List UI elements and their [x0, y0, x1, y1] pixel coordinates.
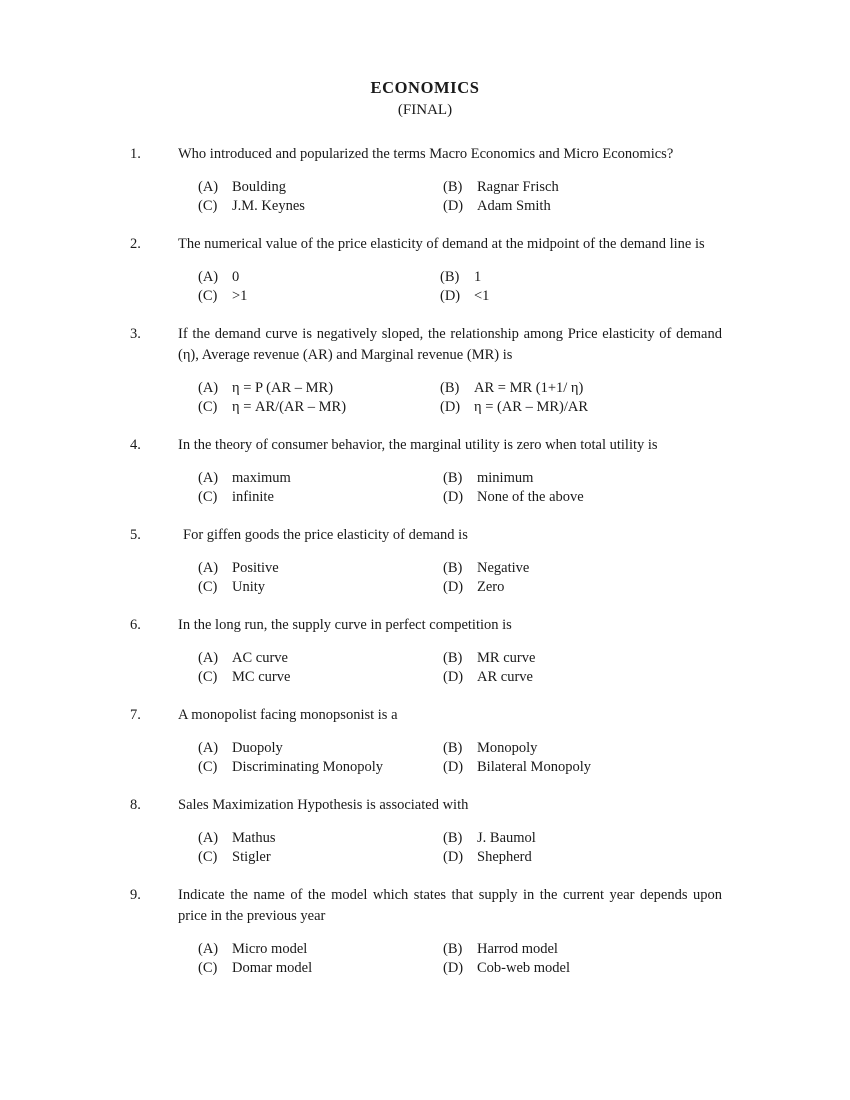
option-choice[interactable] [443, 178, 559, 197]
option-choice[interactable] [443, 578, 504, 597]
option-text: η = (AR – MR)/AR [474, 399, 589, 415]
option-text: Negative [477, 560, 530, 576]
option-text: Shepherd [477, 849, 532, 865]
option-label: (B) [443, 830, 463, 846]
option-choice[interactable] [198, 379, 440, 398]
question-list [0, 144, 850, 978]
option-choice[interactable] [198, 940, 443, 959]
page-subtitle: (FINAL) [397, 102, 453, 118]
option-choice[interactable] [198, 649, 443, 668]
question-number: 7. [130, 707, 141, 723]
option-choice[interactable] [198, 287, 440, 306]
option-text: Adam Smith [477, 198, 551, 214]
option-text: η = AR/(AR – MR) [232, 399, 347, 415]
option-text: infinite [232, 489, 274, 505]
question-text: Indicate the name of the model which states that supply in the current year depends upon price in the previous year [178, 887, 722, 924]
option-choice[interactable] [443, 197, 551, 216]
option-label: (A) [198, 740, 219, 756]
option-label: (D) [443, 669, 464, 685]
question-item [0, 525, 850, 546]
option-row [198, 668, 850, 687]
option-label: (B) [440, 380, 460, 396]
option-text: None of the above [477, 489, 584, 505]
question-item [0, 885, 850, 927]
option-label: (D) [443, 759, 464, 775]
option-text: maximum [232, 470, 291, 486]
option-choice[interactable] [443, 829, 536, 848]
option-label: (A) [198, 470, 219, 486]
question-number: 4. [130, 437, 141, 453]
option-label: (B) [443, 560, 463, 576]
option-label: (D) [443, 579, 464, 595]
option-text: >1 [232, 288, 248, 304]
option-row [198, 379, 850, 398]
option-text: AR = MR (1+1/ η) [474, 380, 584, 396]
option-label: (A) [198, 830, 219, 846]
option-label: (A) [198, 269, 219, 285]
option-choice[interactable] [198, 178, 443, 197]
option-choice[interactable] [198, 578, 443, 597]
option-text: 1 [474, 269, 482, 285]
option-text: Mathus [232, 830, 276, 846]
option-label: (B) [443, 470, 463, 486]
option-row [198, 739, 850, 758]
option-label: (B) [443, 179, 463, 195]
option-choice[interactable] [198, 559, 443, 578]
option-row [198, 559, 850, 578]
option-choice[interactable] [198, 469, 443, 488]
question-text: If the demand curve is negatively sloped, the relationship among Price elasticity of demand (η), Average revenue (AR) and Marginal revenue (MR) is [178, 326, 722, 363]
option-row [198, 940, 850, 959]
option-choice[interactable] [198, 829, 443, 848]
option-label: (B) [443, 740, 463, 756]
question-number: 9. [130, 887, 141, 903]
question-item [0, 234, 850, 255]
option-group [0, 178, 850, 216]
question-item [0, 144, 850, 165]
option-text: J.M. Keynes [232, 198, 305, 214]
option-group [0, 940, 850, 978]
question-number: 6. [130, 617, 141, 633]
option-group [0, 559, 850, 597]
option-text: Discriminating Monopoly [232, 759, 384, 775]
option-label: (B) [440, 269, 460, 285]
question-text: The numerical value of the price elasticity of demand at the midpoint of the demand line is [178, 236, 705, 252]
option-choice[interactable] [198, 848, 443, 867]
question-item [0, 705, 850, 726]
option-group [0, 649, 850, 687]
question-number: 1. [130, 146, 141, 162]
option-text: J. Baumol [477, 830, 536, 846]
option-text: MR curve [477, 650, 536, 666]
option-label: (C) [198, 399, 218, 415]
option-text: Unity [232, 579, 266, 595]
option-choice[interactable] [198, 398, 440, 417]
option-label: (C) [198, 669, 218, 685]
option-text: MC curve [232, 669, 291, 685]
option-row [198, 268, 850, 287]
option-choice[interactable] [198, 488, 443, 507]
question-text: Who introduced and popularized the terms Macro Economics and Micro Economics? [178, 146, 674, 162]
option-text: Boulding [232, 179, 286, 195]
option-choice[interactable] [198, 268, 440, 287]
option-choice[interactable] [198, 739, 443, 758]
option-text: Micro model [232, 941, 308, 957]
option-row [198, 959, 850, 978]
option-label: (A) [198, 179, 219, 195]
question-item [0, 795, 850, 816]
option-label: (A) [198, 941, 219, 957]
option-row [198, 848, 850, 867]
option-label: (D) [443, 960, 464, 976]
option-row [198, 178, 850, 197]
option-choice[interactable] [443, 488, 584, 507]
question-number: 8. [130, 797, 141, 813]
option-text: Monopoly [477, 740, 538, 756]
question-text: Sales Maximization Hypothesis is associated with [178, 797, 469, 813]
option-text: Positive [232, 560, 279, 576]
option-choice[interactable] [440, 268, 481, 287]
option-group [0, 268, 850, 306]
option-label: (D) [440, 399, 461, 415]
question-number: 5. [130, 527, 141, 543]
question-text: A monopolist facing monopsonist is a [178, 707, 398, 723]
option-label: (C) [198, 288, 218, 304]
option-label: (B) [443, 941, 463, 957]
option-text: Zero [477, 579, 505, 595]
question-item [0, 324, 850, 366]
option-choice[interactable] [443, 668, 533, 687]
option-text: Ragnar Frisch [477, 179, 559, 195]
option-choice[interactable] [443, 649, 535, 668]
option-label: (C) [198, 960, 218, 976]
option-text: Domar model [232, 960, 313, 976]
option-label: (C) [198, 198, 218, 214]
option-label: (C) [198, 849, 218, 865]
option-text: <1 [474, 288, 490, 304]
option-label: (A) [198, 380, 219, 396]
option-row [198, 488, 850, 507]
option-choice[interactable] [440, 379, 583, 398]
option-text: η = P (AR – MR) [232, 380, 334, 396]
question-item [0, 435, 850, 456]
option-text: Stigler [232, 849, 271, 865]
question-text: For giffen goods the price elasticity of demand is [183, 527, 468, 543]
option-text: 0 [232, 269, 240, 285]
option-group [0, 379, 850, 417]
option-label: (D) [443, 489, 464, 505]
option-text: Harrod model [477, 941, 558, 957]
option-row [198, 758, 850, 777]
question-number: 2. [130, 236, 141, 252]
option-row [198, 578, 850, 597]
option-text: AC curve [232, 650, 288, 666]
option-choice[interactable] [443, 739, 537, 758]
option-label: (D) [443, 849, 464, 865]
option-label: (A) [198, 560, 219, 576]
option-choice[interactable] [443, 469, 533, 488]
option-choice[interactable] [198, 758, 443, 777]
option-row [198, 469, 850, 488]
option-choice[interactable] [443, 959, 570, 978]
option-choice[interactable] [440, 287, 489, 306]
option-label: (C) [198, 759, 218, 775]
option-group [0, 829, 850, 867]
document-header [0, 0, 850, 120]
option-choice[interactable] [198, 668, 443, 687]
option-choice[interactable] [198, 959, 443, 978]
option-group [0, 739, 850, 777]
option-label: (B) [443, 650, 463, 666]
option-text: AR curve [477, 669, 533, 685]
option-choice[interactable] [443, 559, 529, 578]
option-row [198, 398, 850, 417]
option-row [198, 649, 850, 668]
question-number: 3. [130, 326, 141, 342]
option-text: Bilateral Monopoly [477, 759, 591, 775]
option-group [0, 469, 850, 507]
option-label: (A) [198, 650, 219, 666]
option-label: (C) [198, 489, 218, 505]
option-choice[interactable] [443, 848, 532, 867]
option-label: (C) [198, 579, 218, 595]
option-text: Duopoly [232, 740, 283, 756]
option-choice[interactable] [443, 940, 558, 959]
question-text: In the long run, the supply curve in perfect competition is [178, 617, 512, 633]
option-text: minimum [477, 470, 534, 486]
page-title: ECONOMICS [370, 78, 480, 97]
option-choice[interactable] [440, 398, 588, 417]
option-label: (D) [443, 198, 464, 214]
question-item [0, 615, 850, 636]
option-choice[interactable] [198, 197, 443, 216]
option-choice[interactable] [443, 758, 591, 777]
option-row [198, 829, 850, 848]
option-row [198, 287, 850, 306]
question-text: In the theory of consumer behavior, the marginal utility is zero when total utility is [178, 437, 658, 453]
option-row [198, 197, 850, 216]
option-label: (D) [440, 288, 461, 304]
option-text: Cob-web model [477, 960, 571, 976]
